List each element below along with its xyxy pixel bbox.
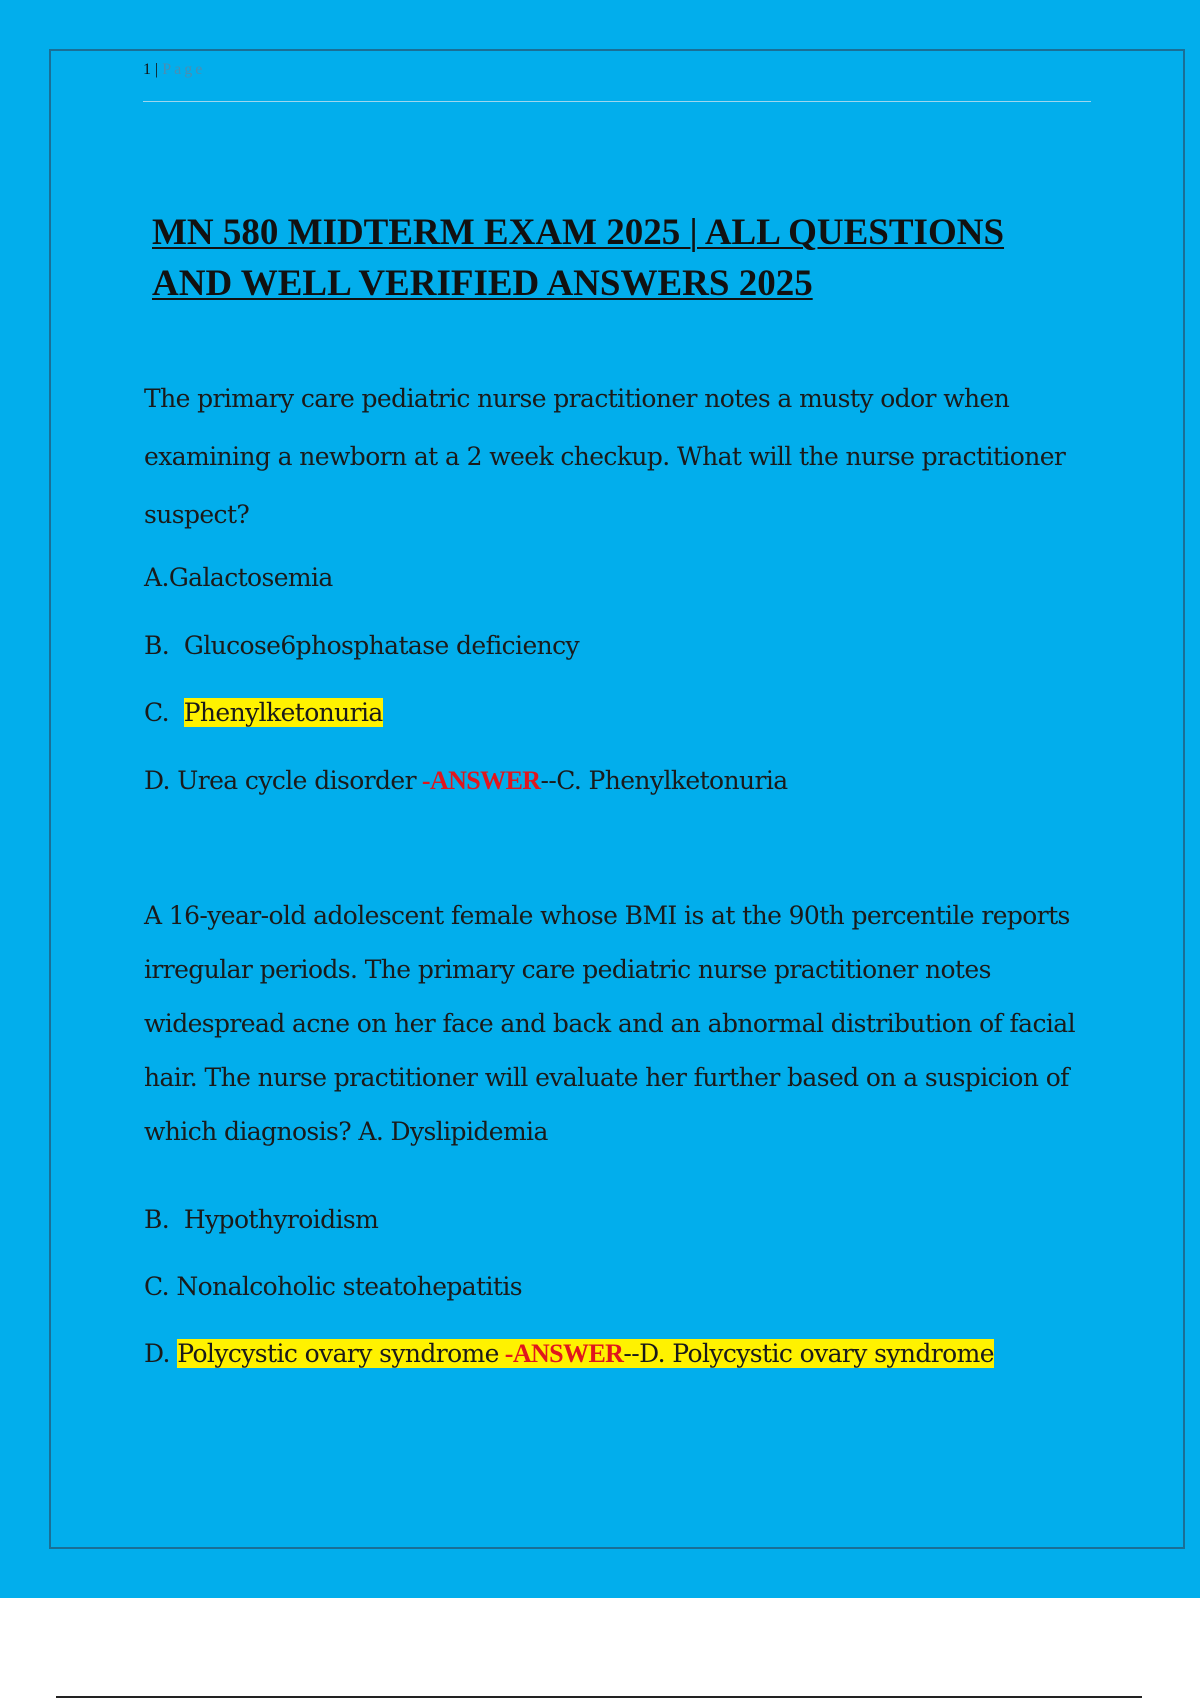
answer-marker-pre: - <box>415 766 430 795</box>
q1-option-b <box>144 629 579 663</box>
answer-keyword: ANSWER <box>429 766 541 795</box>
document-title <box>152 207 1112 309</box>
question-2-stem: A 16-year-old adolescent female whose BMI is at the 90th percentile reports irregular periods. The primary care pediatric nurse practitioner notes widespread acne on her face and back and an abnormal distribution of facial hair. The nurse practitioner will evaluate her further based on a suspicion of which diagnosis? A. Dyslipidemia <box>144 901 1075 1146</box>
option-text: Galactosemia <box>168 563 333 592</box>
page-separator: | <box>151 61 163 78</box>
option-label: B. <box>144 1205 170 1234</box>
answer-marker-post: -- <box>623 1339 640 1368</box>
bottom-rule <box>56 1696 1142 1698</box>
q2-option-d <box>144 1337 994 1371</box>
page-word: Page <box>162 61 206 78</box>
highlighted-correct-option <box>177 1339 994 1368</box>
option-label: B. <box>144 631 170 660</box>
option-label: D. <box>144 1339 170 1368</box>
answer-marker-post: -- <box>540 766 557 795</box>
option-label: A. <box>144 563 169 592</box>
title-line-2: AND WELL VERIFIED ANSWERS 2025 <box>152 263 813 304</box>
header-rule <box>143 101 1091 102</box>
title-line-1: MN 580 MIDTERM EXAM 2025 | ALL QUESTIONS <box>152 212 1005 253</box>
answer-marker-pre: - <box>498 1339 513 1368</box>
q1-option-c <box>144 696 383 730</box>
page-number: 1 <box>143 61 151 78</box>
answer-text: C. Phenylketonuria <box>556 766 788 795</box>
answer-text: D. Polycystic ovary syndrome <box>639 1339 994 1368</box>
option-label: D. <box>144 766 170 795</box>
q1-option-a <box>144 561 333 595</box>
q2-option-c <box>144 1270 522 1304</box>
page-header <box>143 61 205 79</box>
q1-option-d <box>144 764 788 798</box>
option-label: C. <box>144 1272 169 1301</box>
option-text: Glucose6phosphatase deficiency <box>183 631 580 660</box>
option-text: Polycystic ovary syndrome <box>177 1339 499 1368</box>
question-1-stem: The primary care pediatric nurse practitioner notes a musty odor when examining a newborn at a 2 week checkup. What will the nurse practitioner suspect? <box>144 384 1066 529</box>
option-text: Nonalcoholic steatohepatitis <box>176 1272 523 1301</box>
highlighted-correct-option: Phenylketonuria <box>183 698 383 727</box>
option-label: C. <box>144 698 169 727</box>
option-text: Urea cycle disorder <box>177 766 416 795</box>
option-text: Hypothyroidism <box>183 1205 379 1234</box>
q2-option-b <box>144 1203 378 1237</box>
answer-keyword: ANSWER <box>512 1339 624 1368</box>
